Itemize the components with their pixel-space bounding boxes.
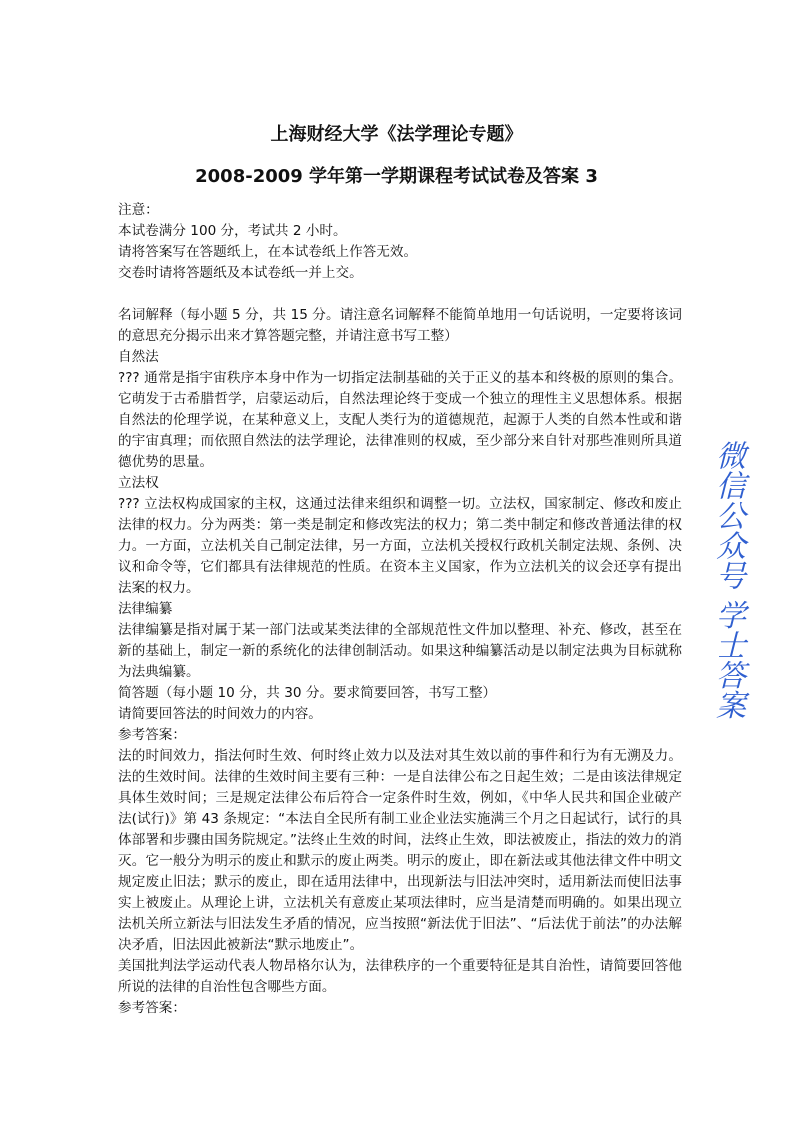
paragraph: ??? 通常是指宇宙秩序本身中作为一切指定法制基础的关于正义的基本和终极的原则的集合。它萌发于古希腊哲学，启蒙运动后，自然法理论终于变成一个独立的理性主义思想体系。根据自然法的伦理学说，在某种意义上，支配人类行为的道德规范，起源于人类的自然本性或和谐的宇宙真理；而依照自然法的法学理论，法律准则的权威，至少部分来自针对那些准则所具道德优势的思量。	[118, 370, 682, 470]
document-body	[118, 200, 682, 1019]
blank-line	[118, 284, 682, 305]
paragraph: 法的时间效力，指法何时生效、何时终止效力以及法对其生效以前的事件和行为有无溯及力。法的生效时间。法律的生效时间主要有三种：一是自法律公布之日起生效；二是由该法律规定具体生效时间；三是规定法律公布后符合一定条件时生效，例如，《中华人民共和国企业破产法(试行)》第 43 条规定：“本法自全民所有制工业企业法实施满三个月之日起试行，试行的具体部署和步骤由国务院规定。”法终止生效的时间，法终止生效，即法被废止，指法的效力的消灭。它一般分为明示的废止和默示的废止两类。明示的废止，即在新法或其他法律文件中明文规定废止旧法；默示的废止，即在适用法律中，出现新法与旧法冲突时，适用新法而使旧法事实上被废止。从理论上讲，立法机关有意废止某项法律时，应当是清楚而明确的。如果出现立法机关所立新法与旧法发生矛盾的情况，应当按照“新法优于旧法”、“后法优于前法”的办法解决矛盾，旧法因此被新法“默示地废止”。	[118, 748, 682, 953]
document-subtitle: 2008-2009 学年第一学期课程考试试卷及答案 3	[195, 166, 598, 187]
term-heading: 自然法	[118, 349, 159, 365]
watermark: 微信公众号 学士答案	[710, 440, 745, 720]
answer-label: 参考答案：	[118, 727, 186, 743]
question: 美国批判法学运动代表人物昂格尔认为，法律秩序的一个重要特征是其自治性，请简要回答他所说的法律的自治性包含哪些方面。	[118, 958, 682, 995]
paragraph: 本试卷满分 100 分，考试共 2 小时。	[118, 223, 347, 239]
paragraph: ??? 立法权构成国家的主权，这通过法律来组织和调整一切。立法权，国家制定、修改和废止法律的权力。分为两类：第一类是制定和修改宪法的权力；第二类中制定和修改普通法律的权力。一方面，立法机关自己制定法律，另一方面，立法机关授权行政机关制定法规、条例、决议和命令等，它们都具有法律规范的性质。在资本主义国家，作为立法机关的议会还享有提出法案的权力。	[118, 496, 682, 596]
paragraph: 请将答案写在答题纸上，在本试卷纸上作答无效。	[118, 244, 418, 260]
question: 请简要回答法的时间效力的内容。	[118, 706, 322, 722]
paragraph: 交卷时请将答题纸及本试卷纸一并上交。	[118, 265, 363, 281]
paragraph: 名词解释（每小题 5 分，共 15 分。请注意名词解释不能简单地用一句话说明，一定要将该词的意思充分揭示出来才算答题完整，并请注意书写工整）	[118, 307, 682, 344]
answer-label: 参考答案：	[118, 1000, 186, 1016]
document-title: 上海财经大学《法学理论专题》	[270, 124, 523, 145]
paragraph: 法律编纂是指对属于某一部门法或某类法律的全部规范性文件加以整理、补充、修改，甚至在新的基础上，制定一新的系统化的法律创制活动。如果这种编纂活动是以制定法典为目标就称为法典编纂。	[118, 622, 682, 680]
term-heading: 法律编纂	[118, 601, 173, 617]
term-heading: 立法权	[118, 475, 159, 491]
section-heading: 简答题（每小题 10 分，共 30 分。要求简要回答，书写工整）	[118, 685, 497, 701]
paragraph: 注意：	[118, 202, 159, 218]
